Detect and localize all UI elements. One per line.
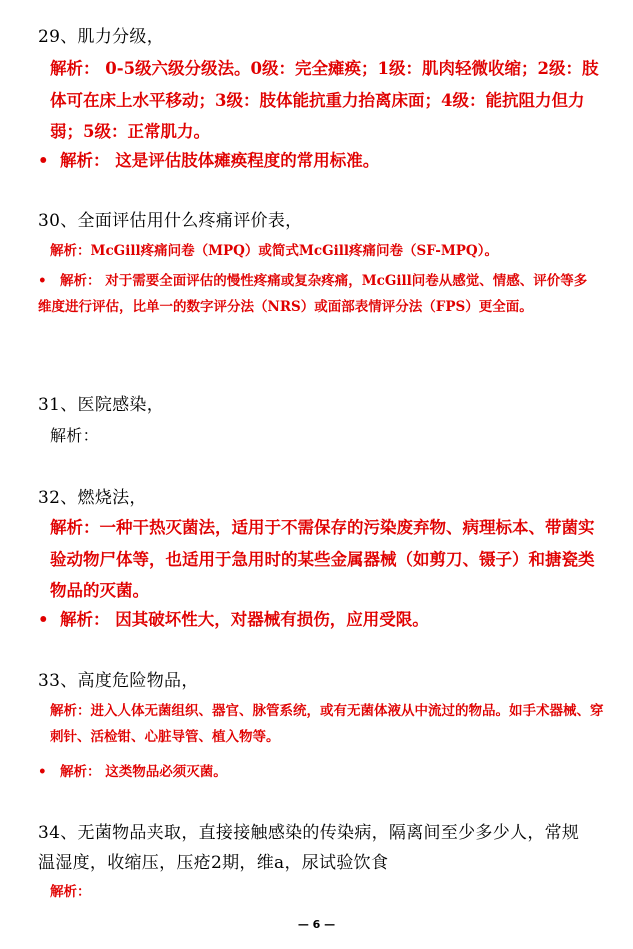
bullet-icon: • — [38, 151, 49, 170]
bullet-analysis-30 — [38, 269, 594, 320]
bullet-icon: • — [38, 610, 49, 629]
bullet-icon: • — [38, 764, 47, 780]
question-34: 34、无菌物品夹取，直接接触感染的传染病，隔离间至少多少人，常规温湿度，收缩压，压疮2期，维a，尿试验饮食 — [38, 823, 580, 873]
bullet-analysis-33 — [38, 760, 594, 786]
question-32: 32、燃烧法， — [38, 488, 147, 508]
analysis-30: 解析：McGill疼痛问卷（MPQ）或简式McGill疼痛问卷（SF-MPQ）。 — [50, 243, 498, 259]
question-29: 29、肌力分级， — [38, 27, 165, 47]
bullet-text-29: 解析： 这是评估肢体瘫痪程度的常用标准。 — [60, 151, 380, 170]
question-30: 30、全面评估用什么疼痛评价表， — [38, 211, 303, 231]
bullet-analysis-29 — [38, 145, 594, 177]
analysis-32: 解析：一种干热灭菌法，适用于不需保存的污染废弃物、病理标本、带菌实验动物尸体等，也适用于急用时的某些金属器械（如剪刀、镊子）和搪瓷类物品的灭菌。 — [50, 518, 595, 600]
analysis-29: 解析： 0-5级六级分级法。0级：完全瘫痪；1级：肌肉轻微收缩；2级：肢体可在床上水平移动；3级：肢体能抗重力抬离床面；4级：能抗阻力但力弱；5级：正常肌力。 — [50, 59, 599, 141]
analysis-31: 解析： — [50, 426, 99, 445]
question-33: 33、高度危险物品， — [38, 671, 199, 691]
question-31: 31、医院感染， — [38, 395, 165, 415]
bullet-analysis-32 — [38, 604, 594, 636]
bullet-icon: • — [38, 273, 47, 289]
page-number: — 6 — — [297, 918, 336, 931]
bullet-text-32: 解析： 因其破坏性大，对器械有损伤，应用受限。 — [60, 610, 429, 629]
analysis-33: 解析：进入人体无菌组织、器官、脉管系统，或有无菌体液从中流过的物品。如手术器械、穿刺针、活检钳、心脏导管、植入物等。 — [50, 703, 604, 745]
bullet-text-33: 解析： 这类物品必须灭菌。 — [60, 764, 227, 780]
analysis-34: 解析： — [50, 884, 91, 900]
bullet-text-30: 解析： 对于需要全面评估的慢性疼痛或复杂疼痛，McGill问卷从感觉、情感、评价等多维度进行评估，比单一的数字评分法（NRS）或面部表情评分法（FPS）更全面。 — [38, 273, 588, 315]
